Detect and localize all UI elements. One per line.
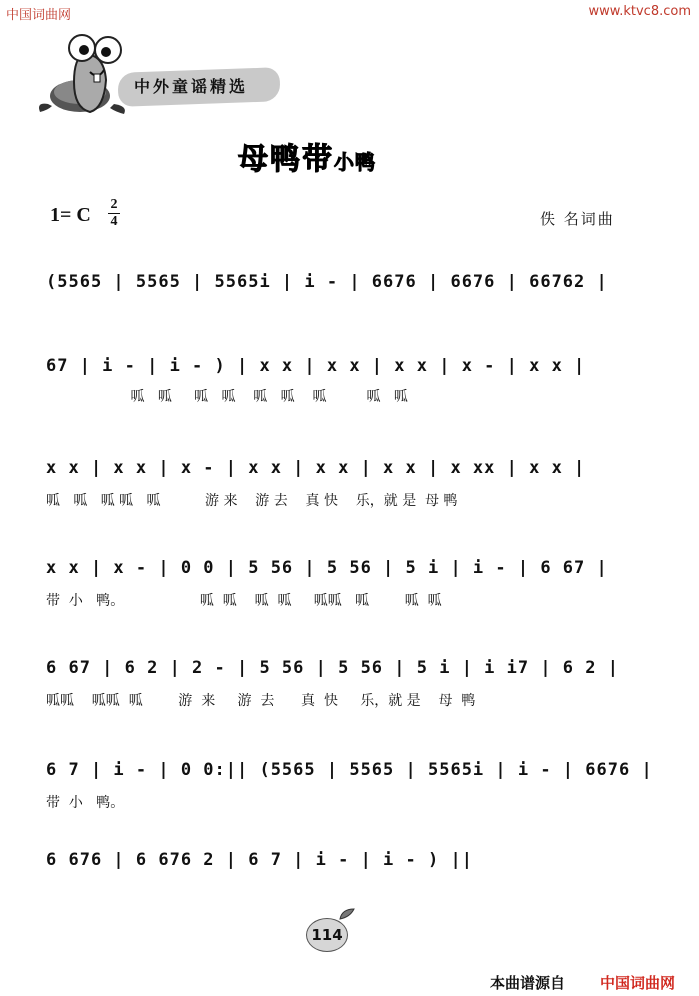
staff-line-6: 6 7 | i - | 0 0:|| (5565 | 5565 | 5565i | i - | 6676 | bbox=[46, 760, 653, 780]
turtle-mascot-icon bbox=[34, 30, 130, 124]
song-title bbox=[238, 134, 376, 178]
song-title-small: 小鸭 bbox=[334, 150, 376, 174]
time-signature-bottom: 4 bbox=[110, 214, 118, 229]
page-number: 114 bbox=[306, 918, 348, 952]
lyric-line-6: 带 小 鸭。 bbox=[46, 795, 125, 811]
series-banner-label: 中外童谣精选 bbox=[134, 77, 249, 96]
key-signature: 1= C bbox=[50, 204, 91, 226]
lyric-line-4: 带 小 鸭。 呱 呱 呱 呱 呱呱 呱 呱 呱 bbox=[46, 593, 442, 609]
footer-site-link[interactable]: 中国词曲网 bbox=[600, 974, 676, 992]
watermark-right: www.ktvc8.com bbox=[588, 4, 691, 19]
staff-line-4: x x | x - | 0 0 | 5 56 | 5 56 | 5 i | i - | 6 67 | bbox=[46, 558, 608, 578]
time-signature bbox=[108, 198, 120, 229]
time-signature-top: 2 bbox=[110, 197, 118, 212]
staff-line-3: x x | x x | x - | x x | x x | x x | x xx | x x | bbox=[46, 458, 586, 478]
composer-credit: 佚 名词曲 bbox=[540, 210, 615, 228]
watermark-left: 中国词曲网 bbox=[6, 8, 72, 23]
staff-line-7: 6 676 | 6 676 2 | 6 7 | i - | i - ) || bbox=[46, 850, 473, 870]
lyric-line-5: 呱呱 呱呱 呱 游 来 游 去 真 快 乐，就 是 母 鸭 bbox=[46, 693, 476, 709]
song-title-main: 母鸭带 bbox=[238, 142, 334, 177]
lyric-line-3: 呱 呱 呱 呱 呱 游 来 游 去 真 快 乐，就 是 母 鸭 bbox=[46, 493, 458, 509]
staff-line-2: 67 | i - | i - ) | x x | x x | x x | x - | x x | bbox=[46, 356, 586, 376]
staff-line-1: (5565 | 5565 | 5565i | i - | 6676 | 6676 | 66762 | bbox=[46, 272, 608, 292]
footer-source-label: 本曲谱源自 bbox=[490, 974, 566, 992]
staff-line-5: 6 67 | 6 2 | 2 - | 5 56 | 5 56 | 5 i | i i7 | 6 2 | bbox=[46, 658, 619, 678]
lyric-line-2: 呱 呱 呱 呱 呱 呱 呱 呱 呱 bbox=[46, 389, 408, 405]
